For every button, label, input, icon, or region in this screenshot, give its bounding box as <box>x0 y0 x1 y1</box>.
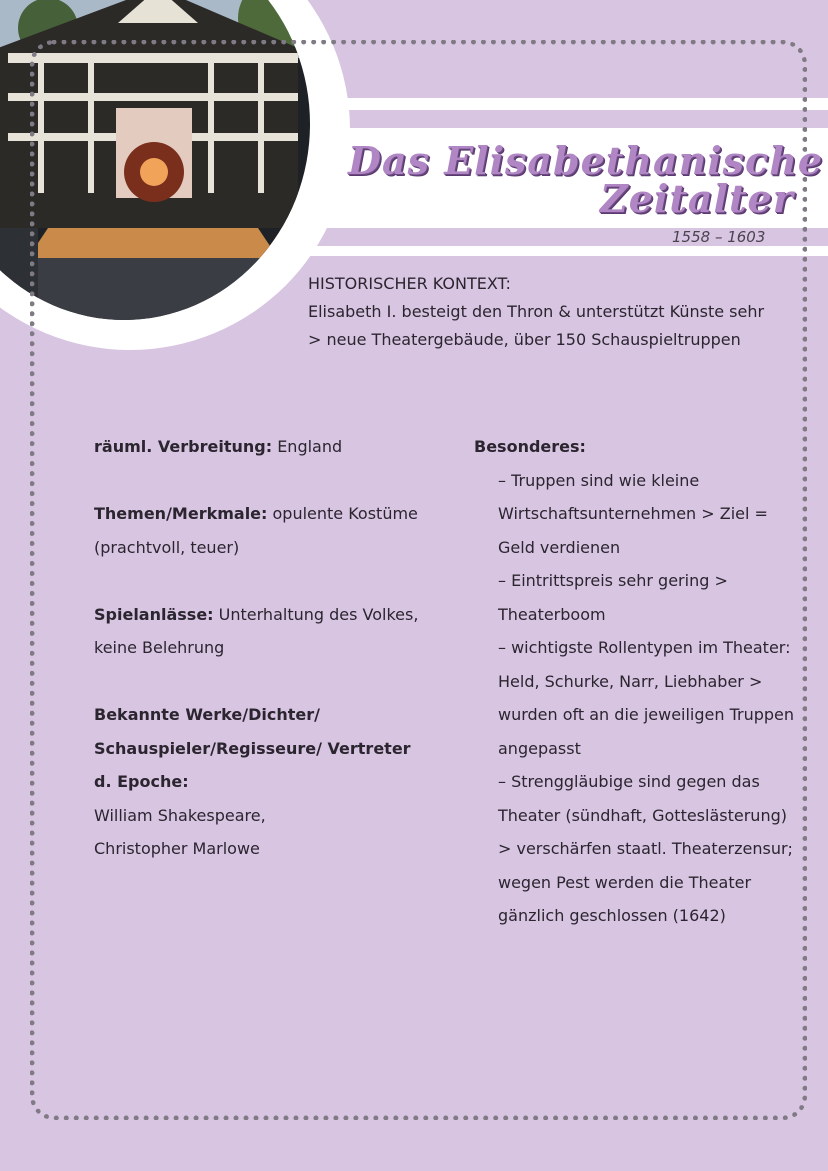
anlaesse-label: Spielanlässe: <box>94 604 214 624</box>
anlaesse-value: Unterhaltung des Volkes, keine Belehrung <box>94 604 419 657</box>
right-column <box>474 430 804 933</box>
context-text: Elisabeth I. besteigt den Thron & unterstützt Künste sehr > neue Theatergebäude, über 150 Schauspieltruppen <box>308 302 765 349</box>
werke-entry <box>94 698 424 866</box>
title-line-1: Das Elisabethanische <box>348 138 823 183</box>
verbreitung-entry <box>94 430 424 464</box>
themen-value: opulente Kostüme (prachtvoll, teuer) <box>94 504 418 557</box>
list-item: – Eintrittspreis sehr gering > Theaterboom <box>498 571 728 624</box>
list-item: – wichtigste Rollentypen im Theater: Held, Schurke, Narr, Liebhaber > wurden oft an die jeweiligen Truppen angepasst <box>498 638 795 758</box>
list-item: – Truppen sind wie kleine Wirtschaftsunternehmen > Ziel = Geld verdienen <box>498 470 768 557</box>
themen-entry <box>94 497 424 564</box>
verbreitung-value: England <box>277 437 343 456</box>
left-column <box>94 430 424 899</box>
historical-context <box>308 270 778 354</box>
werke-value-1: William Shakespeare, <box>94 805 266 825</box>
themen-label: Themen/Merkmale: <box>94 504 268 523</box>
werke-value-2: Christopher Marlowe <box>94 839 260 858</box>
verbreitung-label: räuml. Verbreitung: <box>94 437 273 456</box>
epoch-dates: 1558 – 1603 <box>672 228 766 246</box>
list-item: – Strenggläubige sind gegen das Theater (sündhaft, Gotteslästerung) > verschärfen staatl. Theaterzensur; wegen Pest werden die Theater gänzlich geschlossen (1642) <box>498 772 793 925</box>
context-heading: HISTORISCHER KONTEXT: <box>308 274 511 293</box>
title-line-2: Zeitalter <box>600 176 794 221</box>
werke-label: Bekannte Werke/Dichter/ Schauspieler/Regisseure/ Vertreter d. Epoche: <box>94 705 411 791</box>
anlaesse-entry <box>94 598 424 665</box>
besonderes-heading: Besonderes: <box>474 437 586 456</box>
